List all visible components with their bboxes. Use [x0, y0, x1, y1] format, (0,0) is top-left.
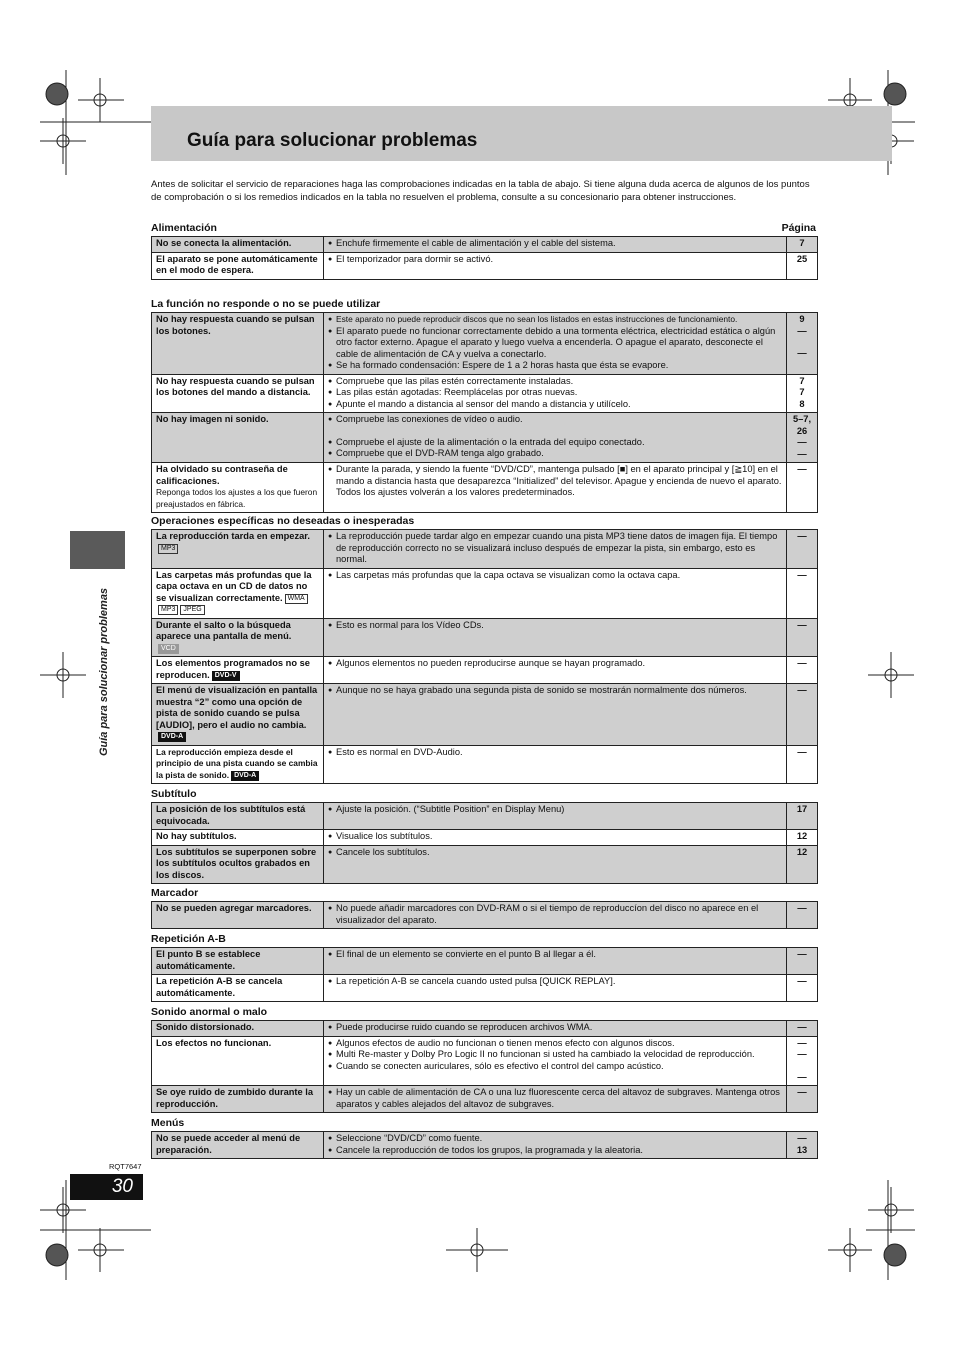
section-title: Sonido anormal o malo [151, 1006, 268, 1018]
table-row [152, 830, 818, 846]
problem-cell: El punto B se establece automáticamente. [152, 948, 324, 975]
page-ref: — [797, 325, 807, 336]
problem-cell: No hay subtítulos. [152, 830, 324, 846]
problem-cell: La posición de los subtítulos está equivocada. [152, 803, 324, 830]
page-ref: 7 [799, 387, 805, 397]
remedy-cell [324, 1086, 787, 1113]
page-number-box [70, 1174, 143, 1200]
table-row [152, 568, 818, 618]
page-ref: — [797, 658, 807, 668]
remedy-item: ● Enchufe firmemente el cable de alimentación y el cable del sistema. [328, 238, 782, 250]
page-ref: — [797, 1022, 807, 1032]
remedy-cell [324, 948, 787, 975]
problem-text: Durante el salto o la búsqueda aparece una pantalla de menú. [156, 619, 292, 641]
page-cell [787, 745, 818, 784]
page-ref: — [797, 976, 807, 986]
page-ref: — [797, 746, 807, 757]
remedy-item: ● Compruebe que las pilas estén correctamente instaladas. [328, 376, 782, 388]
table-row [152, 1132, 818, 1159]
table-row [152, 618, 818, 657]
remedy-item: ● Multi Re-master y Dolby Pro Logic II no funcionan si usted ha cambiado la velocidad de reproducción. [328, 1049, 782, 1061]
section-menus [151, 1117, 818, 1159]
section-title: Menús [151, 1117, 185, 1129]
remedy-item: ● El temporizador para dormir se activó. [328, 254, 782, 266]
page-ref: 12 [796, 831, 808, 841]
table-row [152, 657, 818, 684]
page-cell [787, 684, 818, 746]
problem-cell: No hay respuesta cuando se pulsan los botones del mando a distancia. [152, 374, 324, 413]
remedy-cell [324, 313, 787, 375]
page-cell [787, 530, 818, 569]
page-ref: 25 [796, 253, 808, 264]
title-band [151, 106, 892, 161]
page-title: Guía para solucionar problemas [187, 130, 478, 151]
page-cell [787, 948, 818, 975]
remedy-item: ● Esto es normal en DVD-Audio. [328, 747, 782, 759]
page-cell [787, 313, 818, 375]
page-cell [787, 413, 818, 463]
remedy-cell [324, 618, 787, 657]
page-ref: — [797, 949, 807, 959]
table-row [152, 463, 818, 513]
disc-badge: WMA [285, 594, 308, 604]
remedy-item: ● Visualice los subtítulos. [328, 831, 782, 843]
remedy-item: ● Cuando se conecten auriculares, sólo es efectivo el control del campo acústico. [328, 1061, 782, 1073]
remedy-cell [324, 1132, 787, 1159]
page-ref: 7 [799, 238, 805, 248]
problem-cell [152, 568, 324, 618]
problem-cell: La repetición A-B se cancela automáticamente. [152, 975, 324, 1002]
remedy-item: ● Este aparato no puede reproducir discos que no sean los listados en estas instrucciones de funcionamiento. [328, 314, 782, 326]
section-repeticion [151, 933, 818, 1002]
problem-text: Ha olvidado su contraseña de calificaciones. [156, 464, 288, 486]
problem-cell [152, 530, 324, 569]
page-ref: — [797, 1049, 807, 1059]
page-ref: 13 [796, 1144, 808, 1155]
remedy-item: ● El final de un elemento se convierte en el punto B al llegar a él. [328, 949, 782, 961]
page-cell [787, 902, 818, 929]
page-cell [787, 618, 818, 657]
remedy-item: ● No puede añadir marcadores con DVD-RAM o si el tiempo de reproduccíon del disco no aparece en el visualizador del aparato. [328, 903, 782, 926]
troubleshooting-table [151, 529, 818, 784]
remedy-item: ● Se ha formado condensación: Espere de 1 a 2 horas hasta que ésta se evapore. [328, 360, 782, 372]
sidebar-tab [70, 531, 125, 569]
model-code: RQT7647 [109, 1162, 142, 1171]
problem-cell [152, 463, 324, 513]
page-ref: — [797, 348, 807, 358]
section-subtitulo [151, 788, 818, 884]
page-cell [787, 252, 818, 279]
disc-badge: DVD-V [212, 671, 240, 681]
remedy-cell [324, 745, 787, 784]
section-title: Operaciones específicas no deseadas o inesperadas [151, 515, 415, 527]
problem-cell [152, 745, 324, 784]
problem-cell: Los subtítulos se superponen sobre los subtítulos ocultos grabados en los discos. [152, 845, 324, 884]
troubleshooting-table [151, 312, 818, 513]
remedy-cell [324, 803, 787, 830]
page-cell [787, 657, 818, 684]
remedy-cell [324, 463, 787, 513]
table-row [152, 975, 818, 1002]
section-title: La función no responde o no se puede utilizar [151, 298, 381, 310]
page-ref: — [797, 464, 807, 474]
page-cell [787, 975, 818, 1002]
section-title: Repetición A-B [151, 933, 226, 945]
table-row [152, 252, 818, 279]
remedy-item: ● Durante la parada, y siendo la fuente “DVD/CD”, mantenga pulsado [■] en el aparato principal y [≧10] en el mando a distancia hasta que desaparezca “Initialized” del televisor. Apague y encienda de nuevo el aparato. Todos los ajustes volverán a los valores predeterminados. [328, 464, 782, 499]
remedy-cell [324, 1036, 787, 1086]
table-row [152, 530, 818, 569]
problem-cell: No se pueden agregar marcadores. [152, 902, 324, 929]
remedy-item: ● Ajuste la posición. (“Subtitle Position” en Display Menu) [328, 804, 782, 816]
table-row [152, 413, 818, 463]
page-cell [787, 568, 818, 618]
page-cell [787, 803, 818, 830]
remedy-item: ● Puede producirse ruido cuando se reproducen archivos WMA. [328, 1022, 782, 1034]
troubleshooting-table [151, 802, 818, 884]
remedy-item: ● Compruebe el ajuste de la alimentación o la entrada del equipo conectado. [328, 437, 782, 449]
remedy-cell [324, 657, 787, 684]
remedy-item: ● Las pilas están agotadas: Reemplácelas por otras nuevas. [328, 387, 782, 399]
remedy-item: ● El aparato puede no funcionar correctamente debido a una tormenta eléctrica, electricidad estática o algún otro factor externo. Apague el aparato y luego vuelva a encenderla. O apague el aparato, desconecte el cable de alimentación de CA y vuelva a conectarlo. [328, 326, 782, 361]
page-ref: — [797, 619, 807, 630]
troubleshooting-table [151, 1020, 818, 1113]
page-cell [787, 1132, 818, 1159]
remedy-item: ● Aunque no se haya grabado una segunda pista de sonido se mostrarán normalmente dos números. [328, 685, 782, 697]
page-ref: — [797, 569, 807, 580]
problem-note: Reponga todos los ajustes a los que fueron preajustados en fábrica. [156, 487, 318, 509]
section-sonido [151, 1006, 818, 1113]
remedy-item: ● Apunte el mando a distancia al sensor del mando a distancia y utilícelo. [328, 399, 782, 411]
page-cell [787, 463, 818, 513]
remedy-item: ● Algunos elementos no pueden reproducirse aunque se hayan programado. [328, 658, 782, 670]
table-row [152, 313, 818, 375]
remedy-cell [324, 530, 787, 569]
problem-cell: No se conecta la alimentación. [152, 237, 324, 253]
problem-text: La reproducción empieza desde el principio de una pista cuando se cambia la pista de sonido. [156, 746, 318, 780]
section-alimentacion [151, 222, 818, 280]
table-row [152, 684, 818, 746]
remedy-cell [324, 252, 787, 279]
remedy-item: ● Cancele la reproducción de todos los grupos, la programada y la aleatoria. [328, 1145, 782, 1157]
troubleshooting-table [151, 947, 818, 1002]
page-cell [787, 1086, 818, 1113]
table-row [152, 948, 818, 975]
remedy-item: ● Cancele los subtítulos. [328, 847, 782, 859]
table-row [152, 902, 818, 929]
problem-text: La reproducción tarda en empezar. [156, 531, 310, 541]
page-ref: — [797, 903, 807, 913]
section-marcador [151, 887, 818, 929]
remedy-item: ● Algunos efectos de audio no funcionan o tienen menos efecto con algunos discos. [328, 1038, 782, 1050]
table-row [152, 1086, 818, 1113]
remedy-cell [324, 975, 787, 1002]
section-title: Subtítulo [151, 788, 197, 800]
table-row [152, 845, 818, 884]
table-row [152, 237, 818, 253]
table-row [152, 1036, 818, 1086]
remedy-cell [324, 1021, 787, 1037]
remedy-cell [324, 830, 787, 846]
section-title: Marcador [151, 887, 199, 899]
problem-cell [152, 618, 324, 657]
page-ref: — [797, 531, 807, 541]
remedy-cell [324, 902, 787, 929]
page-ref: 7 [799, 375, 805, 386]
page-cell [787, 1021, 818, 1037]
table-row [152, 1021, 818, 1037]
problem-cell: Los efectos no funcionan. [152, 1036, 324, 1086]
problem-cell: Se oye ruido de zumbido durante la reproducción. [152, 1086, 324, 1113]
problem-text: El menú de visualización en pantalla muestra “2” como una opción de pista de sonido cuando se pulsa [AUDIO], pero el audio no cambia. [156, 685, 318, 730]
remedy-cell [324, 374, 787, 413]
page-ref: 5–7, 26 [792, 414, 812, 436]
troubleshooting-table [151, 901, 818, 929]
table-row [152, 803, 818, 830]
problem-cell: No hay respuesta cuando se pulsan los botones. [152, 313, 324, 375]
sidebar-label: Guía para solucionar problemas [98, 587, 110, 757]
disc-badge: MP3 [158, 544, 178, 554]
problem-text: Las carpetas más profundas que la capa octava en un CD de datos no se visualizan correctamente. [156, 569, 312, 603]
page-ref: — [797, 448, 807, 459]
page-column-label: Página [781, 222, 816, 234]
problem-cell [152, 684, 324, 746]
problem-text: Los elementos programados no se reproducen. [156, 658, 310, 680]
section-funcion [151, 298, 818, 513]
problem-cell: No hay imagen ni sonido. [152, 413, 324, 463]
page-ref: 17 [796, 804, 808, 814]
remedy-item: ● Esto es normal para los Vídeo CDs. [328, 620, 782, 632]
section-operaciones [151, 515, 818, 784]
page-cell [787, 374, 818, 413]
section-title: Alimentación [151, 222, 217, 234]
page-ref: — [797, 1071, 807, 1082]
troubleshooting-table [151, 236, 818, 280]
problem-cell: No se puede acceder al menú de preparación. [152, 1132, 324, 1159]
disc-badge: MP3 [158, 605, 178, 615]
remedy-cell [324, 845, 787, 884]
remedy-item: ● La repetición A-B se cancela cuando usted pulsa [QUICK REPLAY]. [328, 976, 782, 988]
page-number: 30 [111, 1176, 133, 1197]
disc-badge: DVD-A [231, 771, 259, 781]
table-row [152, 374, 818, 413]
troubleshooting-table [151, 1131, 818, 1159]
page-cell [787, 1036, 818, 1086]
remedy-item: ● Seleccione “DVD/CD” como fuente. [328, 1133, 782, 1145]
intro-text: Antes de solicitar el servicio de reparaciones haga las comprobaciones indicadas en la tabla de abajo. Si tiene alguna duda acerca de algunos de los puntos de comprobación o si los remedios indicados en la tabla no resuelven el problema, consulte a su concesionario para obtener instrucciones. [151, 179, 810, 203]
page-ref: — [797, 1133, 807, 1143]
problem-cell: El aparato se pone automáticamente en el modo de espera. [152, 252, 324, 279]
page-ref: 12 [796, 846, 808, 857]
table-row [152, 745, 818, 784]
remedy-item: ● Compruebe que el DVD-RAM tenga algo grabado. [328, 448, 782, 460]
page-ref: — [797, 437, 807, 447]
page-ref: — [797, 1087, 807, 1097]
page-cell [787, 237, 818, 253]
remedy-cell [324, 413, 787, 463]
problem-cell [152, 657, 324, 684]
remedy-item: ● Hay un cable de alimentación de CA o una luz fluorescente cerca del altavoz de subgraves. Mantenga otros aparatos y cables alejados del altavoz de subgraves. [328, 1087, 782, 1110]
remedy-cell [324, 237, 787, 253]
page-cell [787, 845, 818, 884]
page-cell [787, 830, 818, 846]
problem-cell: Sonido distorsionado. [152, 1021, 324, 1037]
disc-badge: VCD [158, 644, 179, 654]
page-ref: 8 [799, 398, 805, 409]
page-ref: — [797, 685, 807, 695]
remedy-item: ● La reproducción puede tardar algo en empezar cuando una pista MP3 tiene datos de imagen fija. El tiempo de reproducción correcto no se visualizará incluso después de empezar la pista, sin embargo, esto es normal. [328, 531, 782, 566]
remedy-cell [324, 568, 787, 618]
remedy-item: ● Las carpetas más profundas que la capa octava se visualizan como la octava capa. [328, 570, 782, 582]
remedy-item: ● Compruebe las conexiones de vídeo o audio. [328, 414, 782, 426]
disc-badge: DVD-A [158, 732, 186, 742]
remedy-cell [324, 684, 787, 746]
disc-badge: JPEG [180, 605, 204, 615]
page-ref: — [797, 1037, 807, 1048]
page-ref: 9 [799, 314, 805, 324]
